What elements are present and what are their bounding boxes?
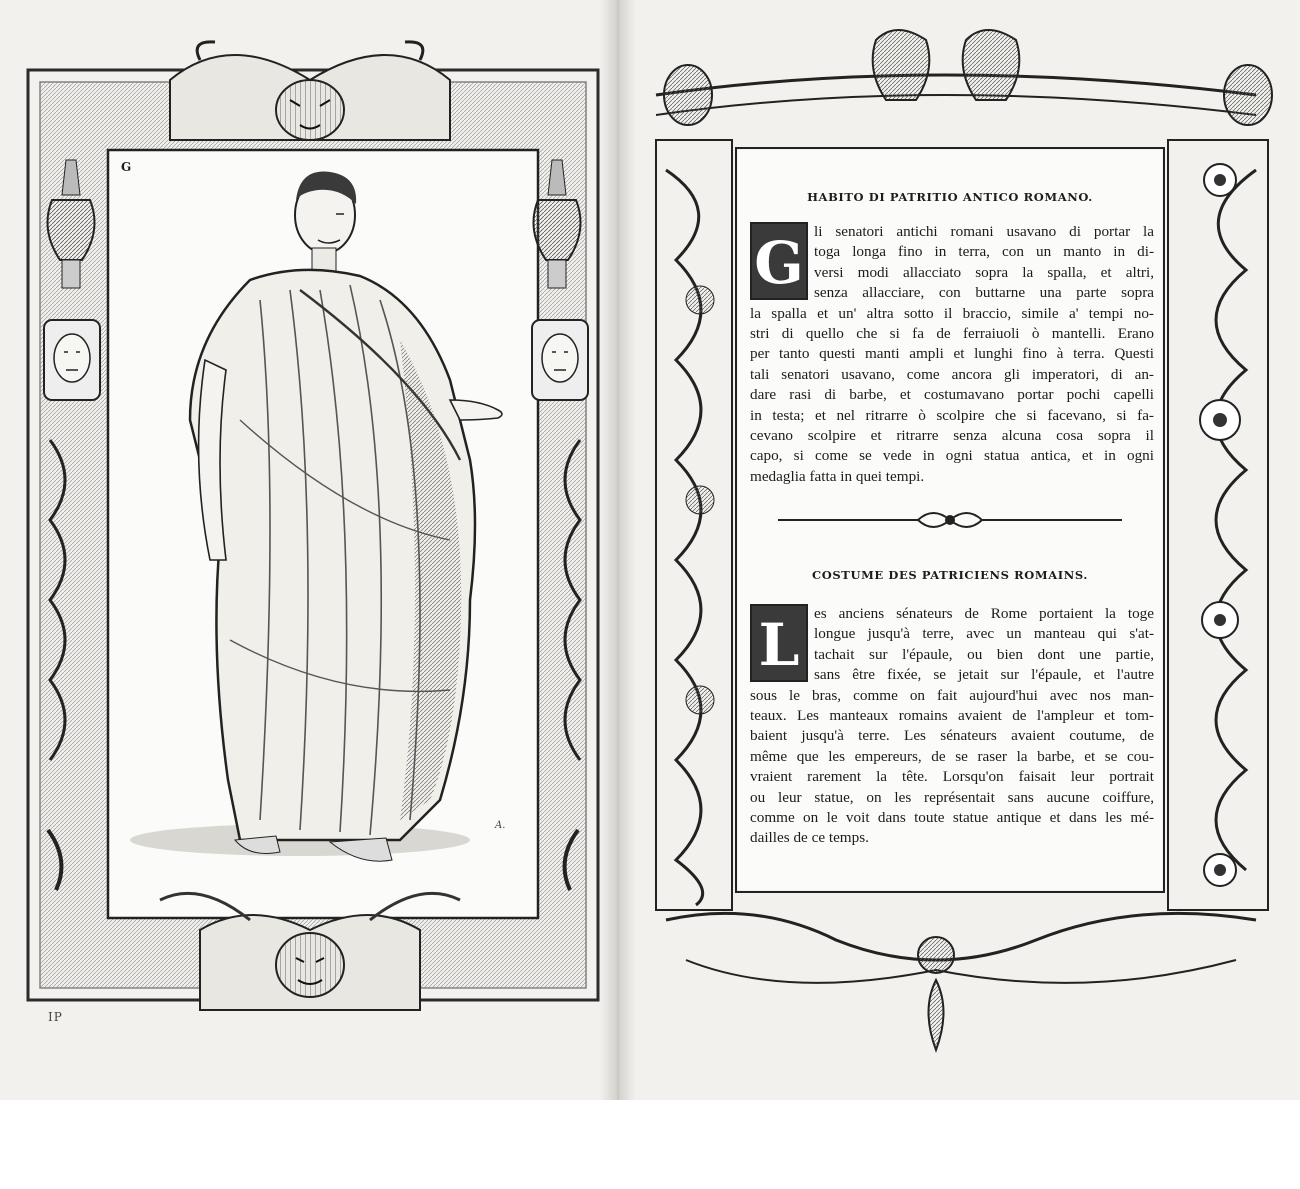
griffin-ornament <box>873 30 1020 100</box>
italian-line: dare rasi di barbe, et costumavano portar pochi capelli <box>750 386 1154 404</box>
french-line: es anciens sénateurs de Rome portaient la toge <box>814 605 1154 622</box>
right-page <box>636 0 1300 1100</box>
french-paragraph <box>750 604 1154 849</box>
rosette-right-4 <box>1204 854 1236 886</box>
left-page <box>0 0 620 1100</box>
french-heading: COSTUME DES PATRICIENS ROMAINS. <box>812 568 1088 582</box>
italian-line: li senatori antichi romani usavano di portar la <box>814 223 1154 240</box>
rosette-right-1 <box>1204 164 1236 196</box>
ornamental-frame-left <box>0 0 620 1100</box>
top-mask-ornament <box>170 42 450 140</box>
herm-face-left <box>44 320 100 400</box>
italian-heading: HABITO DI PATRITIO ANTICO ROMANO. <box>807 190 1093 204</box>
italian-line: in testa; et nel ritrarre ò scolpire che si facevano, si fa- <box>750 406 1154 424</box>
italian-dropcap: G <box>750 222 808 300</box>
italian-line: toga longa fino in terra, con un manto in di- <box>814 243 1154 261</box>
french-line: sans être fixée, se jetait sur l'épaule, et l'autre <box>814 666 1154 684</box>
rosette-right-2 <box>1200 400 1240 440</box>
french-line: ou leur statue, on les représentait sans aucune coiffure, <box>750 788 1154 806</box>
italian-line: per tanto questi manti ampli et lunghi fino à terra. Questi <box>750 345 1154 363</box>
french-line: longue jusqu'à terre, avec un manteau qui s'at- <box>814 625 1154 643</box>
french-line: teaux. Les manteaux romains avaient de l'ampleur et tom- <box>750 707 1154 725</box>
mask-top-left <box>664 65 712 125</box>
french-line: dailles de ce temps. <box>750 829 869 847</box>
rosette-right-3 <box>1202 602 1238 638</box>
italian-line: stri di quello che si fa de ferraiuoli ò mantelli. Erano <box>750 325 1154 343</box>
bottom-palmette <box>918 937 954 1050</box>
text-panel <box>738 150 1162 890</box>
italian-line: cevano scolpire et ritrarre senza alcuna cosa sopra il <box>750 427 1154 445</box>
french-line: baient jusqu'à terre. Les sénateurs avaient coutume, de <box>750 727 1154 745</box>
french-line: sous le bras, comme on fait aujourd'hui avec nos man- <box>750 686 1154 704</box>
french-line: tachait sur l'épaule, ou bien dont une partie, <box>814 645 1154 663</box>
engraver-mark: IP <box>48 1010 63 1024</box>
french-line: comme on le voit dans toute statue antique et dans les mé- <box>750 809 1154 827</box>
french-line: vraient rarement la tête. Lorsqu'on faisait leur portrait <box>750 768 1154 786</box>
italian-line: senza allacciare, con buttarne una parte sopra <box>814 284 1154 302</box>
mask-top-right <box>1224 65 1272 125</box>
italian-paragraph <box>750 222 1154 487</box>
italian-line: tali senatori usavano, come ancora gli imperatori, di an- <box>750 365 1154 383</box>
french-line: même que les empereurs, de se raser la barbe, et se cou- <box>750 747 1154 765</box>
plate-letter: G <box>121 160 132 174</box>
italian-line: capo, si come se vede in ogni statua antica, et in ogni <box>750 447 1154 465</box>
french-dropcap: L <box>750 604 808 682</box>
italian-line: versi modi allacciato sopra la spalla, et altri, <box>814 263 1154 281</box>
italian-line: medaglia fatta in quei tempi. <box>750 467 925 485</box>
bottom-margin <box>0 1100 1300 1189</box>
herm-face-right <box>532 320 588 400</box>
divider-ornament <box>738 500 1162 540</box>
artist-signature: A. <box>495 820 506 831</box>
italian-line: la spalla et un' altra sotto il braccio, simile a' tempi no- <box>750 304 1154 322</box>
